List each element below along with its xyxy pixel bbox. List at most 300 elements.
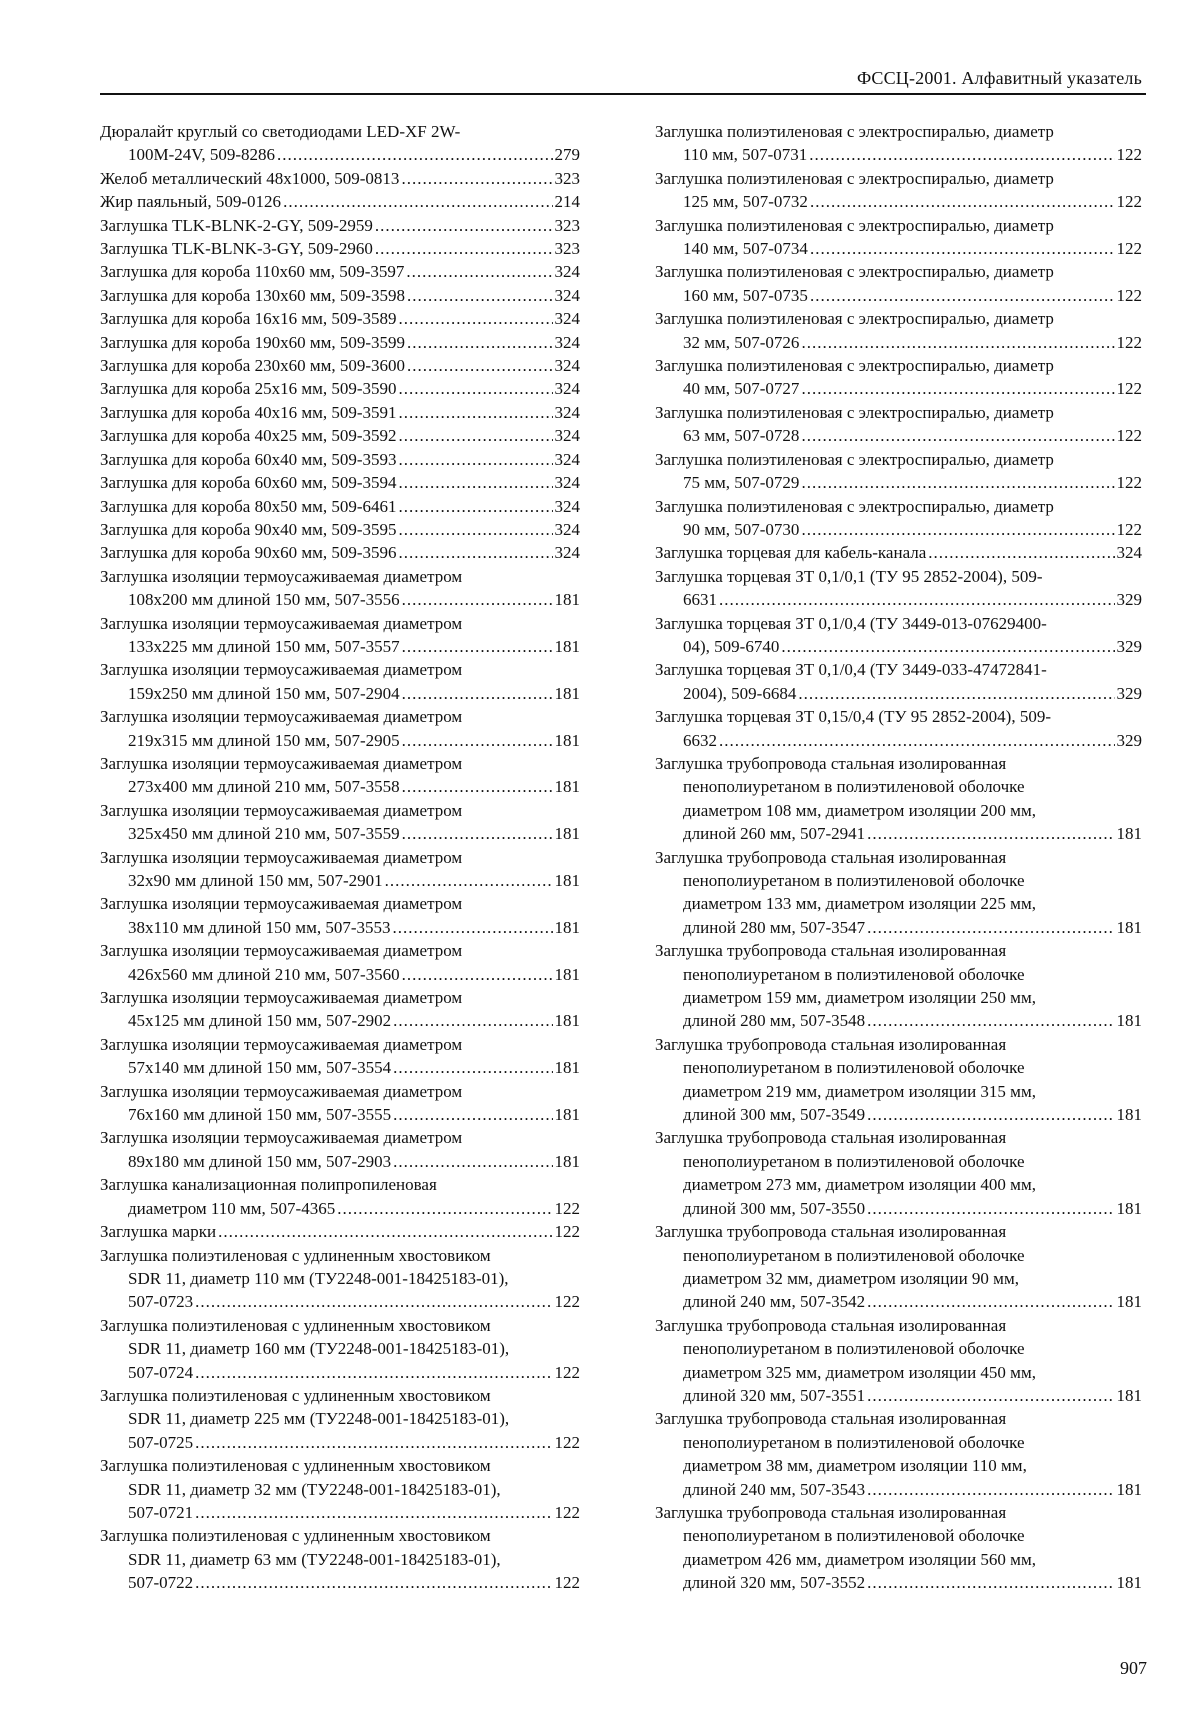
- entry-last-line: [100, 471, 580, 494]
- entry-text: пенополиуретаном в полиэтиленовой оболочке: [683, 964, 1025, 984]
- index-entry: [655, 214, 1142, 261]
- entry-text: Заглушка полиэтиленовая с удлиненным хвостовиком: [100, 1456, 491, 1476]
- entry-text: Заглушка торцевая ЗТ 0,15/0,4 (ТУ 95 2852-2004), 509-: [655, 707, 1051, 727]
- index-entry: [100, 612, 580, 659]
- entry-last-line: [655, 424, 1142, 447]
- entry-text: Заглушка TLK-BLNK-3-GY, 509-2960: [100, 239, 373, 259]
- entry-text: Заглушка для короба 80x50 мм, 509-6461: [100, 496, 397, 516]
- entry-text: Заглушка трубопровода стальная изолированная: [655, 941, 1007, 961]
- entry-text: 125 мм, 507-0732: [683, 192, 808, 212]
- index-entry: [100, 284, 580, 307]
- entry-page-ref: 122: [554, 1362, 580, 1382]
- dot-leader: [375, 214, 553, 237]
- index-entry: [655, 1126, 1142, 1220]
- entry-text: 75 мм, 507-0729: [683, 473, 800, 493]
- entry-last-line: [100, 1197, 580, 1220]
- entry-text: диаметром 159 мм, диаметром изоляции 250 мм,: [683, 988, 1036, 1008]
- entry-page-ref: 324: [554, 309, 580, 329]
- dot-leader: [393, 1056, 552, 1079]
- index-entry: [655, 939, 1142, 1033]
- entry-text: Заглушка изоляции термоусаживаемая диаметром: [100, 566, 463, 586]
- entry-text: пенополиуретаном в полиэтиленовой оболочке: [683, 871, 1025, 890]
- entry-text: SDR 11, диаметр 225 мм (ТУ2248-001-18425183-01),: [128, 1409, 510, 1429]
- entry-last-line: [655, 1384, 1142, 1407]
- entry-text: 76x160 мм длиной 150 мм, 507-3555: [128, 1105, 392, 1125]
- index-entry: [655, 401, 1142, 448]
- index-entry: [655, 167, 1142, 214]
- index-entry: [655, 846, 1142, 940]
- index-entry: [100, 214, 580, 237]
- dot-leader: [867, 1478, 1114, 1501]
- dot-leader: [867, 1009, 1114, 1032]
- dot-leader: [402, 635, 553, 658]
- entry-text: Заглушка торцевая для кабель-канала: [655, 543, 927, 563]
- index-entry: [100, 892, 580, 939]
- entry-page-ref: 181: [554, 730, 580, 750]
- entry-text: Заглушка трубопровода стальная изолированная: [655, 1128, 1007, 1148]
- index-entry: [100, 752, 580, 799]
- dot-leader: [393, 1009, 552, 1032]
- entry-text: Заглушка трубопровода стальная изолированная: [655, 1034, 1007, 1054]
- dot-leader: [195, 1361, 552, 1384]
- index-column-left: [100, 120, 580, 1595]
- entry-page-ref: 324: [554, 262, 580, 282]
- entry-text: Желоб металлический 48x1000, 509-0813: [100, 168, 400, 188]
- entry-text: 160 мм, 507-0735: [683, 285, 808, 305]
- dot-leader: [402, 963, 553, 986]
- entry-page-ref: 122: [1116, 192, 1142, 212]
- entry-page-ref: 122: [554, 1292, 580, 1312]
- entry-text: Дюралайт круглый со светодиодами LED-XF 2W-: [100, 122, 461, 141]
- entry-page-ref: 324: [554, 473, 580, 493]
- entry-last-line: [100, 729, 580, 752]
- entry-last-line: [100, 822, 580, 845]
- entry-text: пенополиуретаном в полиэтиленовой оболочке: [683, 1526, 1025, 1546]
- entry-text: SDR 11, диаметр 160 мм (ТУ2248-001-18425183-01),: [128, 1339, 510, 1359]
- dot-leader: [399, 424, 553, 447]
- entry-text: Заглушка для короба 190x60 мм, 509-3599: [100, 332, 406, 352]
- dot-leader: [928, 541, 1114, 564]
- entry-last-line: [100, 1431, 580, 1454]
- dot-leader: [719, 588, 1115, 611]
- entry-text: 38x110 мм длиной 150 мм, 507-3553: [128, 917, 391, 937]
- entry-text: 57x140 мм длиной 150 мм, 507-3554: [128, 1058, 392, 1078]
- entry-page-ref: 324: [554, 356, 580, 376]
- entry-text: длиной 320 мм, 507-3552: [683, 1573, 866, 1593]
- entry-text: пенополиуретаном в полиэтиленовой оболочке: [683, 1339, 1025, 1359]
- entry-page-ref: 181: [554, 1058, 580, 1078]
- index-entry: [655, 1407, 1142, 1501]
- entry-text: диаметром 32 мм, диаметром изоляции 90 мм,: [683, 1268, 1019, 1288]
- header-title: ФССЦ-2001. Алфавитный указатель: [856, 68, 1142, 88]
- entry-last-line: [100, 1361, 580, 1384]
- index-entry: [655, 541, 1142, 564]
- dot-leader: [781, 635, 1114, 658]
- dot-leader: [195, 1571, 552, 1594]
- dot-leader: [407, 331, 552, 354]
- dot-leader: [399, 541, 553, 564]
- entry-last-line: [655, 190, 1142, 213]
- entry-last-line: [100, 916, 580, 939]
- entry-page-ref: 181: [554, 964, 580, 984]
- entry-page-ref: 181: [554, 1151, 580, 1171]
- entry-text: Заглушка изоляции термоусаживаемая диаметром: [100, 1034, 463, 1054]
- dot-leader: [399, 307, 553, 330]
- dot-leader: [810, 284, 1115, 307]
- entry-text: Заглушка для короба 60x40 мм, 509-3593: [100, 449, 397, 469]
- index-entry: [100, 354, 580, 377]
- entry-page-ref: 324: [554, 402, 580, 422]
- entry-text: Заглушка полиэтиленовая с электроспиралью, диаметр: [655, 356, 1054, 376]
- entry-last-line: [100, 1009, 580, 1032]
- entry-page-ref: 324: [1116, 543, 1142, 563]
- dot-leader: [801, 331, 1114, 354]
- entry-page-ref: 324: [554, 496, 580, 516]
- entry-page-ref: 329: [1116, 590, 1142, 610]
- entry-last-line: [100, 588, 580, 611]
- entry-text: 507-0723: [128, 1292, 194, 1312]
- index-entry: [100, 1524, 580, 1594]
- dot-leader: [393, 1150, 552, 1173]
- entry-text: SDR 11, диаметр 32 мм (ТУ2248-001-18425183-01),: [128, 1479, 501, 1499]
- entry-page-ref: 324: [554, 519, 580, 539]
- entry-page-ref: 181: [554, 590, 580, 610]
- index-entry: [655, 658, 1142, 705]
- entry-page-ref: 329: [1116, 730, 1142, 750]
- entry-last-line: [100, 518, 580, 541]
- entry-text: Заглушка для короба 40x25 мм, 509-3592: [100, 426, 397, 446]
- entry-page-ref: 181: [1116, 917, 1142, 937]
- entry-last-line: [655, 588, 1142, 611]
- entry-text: Заглушка для короба 16x16 мм, 509-3589: [100, 309, 397, 329]
- entry-last-line: [655, 284, 1142, 307]
- index-entry: [100, 986, 580, 1033]
- dot-leader: [867, 1103, 1114, 1126]
- entry-page-ref: 122: [1116, 285, 1142, 305]
- index-entry: [100, 471, 580, 494]
- entry-text: 6631: [683, 590, 717, 610]
- entry-page-ref: 122: [554, 1432, 580, 1452]
- dot-leader: [393, 1103, 552, 1126]
- dot-leader: [399, 377, 553, 400]
- entry-text: 45x125 мм длиной 150 мм, 507-2902: [128, 1011, 392, 1031]
- entry-text: диаметром 110 мм, 507-4365: [128, 1198, 336, 1218]
- index-entry: [100, 705, 580, 752]
- dot-leader: [719, 729, 1115, 752]
- dot-leader: [809, 143, 1114, 166]
- dot-leader: [399, 471, 553, 494]
- entry-page-ref: 181: [1116, 1105, 1142, 1125]
- index-entry: [100, 799, 580, 846]
- entry-page-ref: 181: [1116, 1292, 1142, 1312]
- dot-leader: [867, 1290, 1114, 1313]
- index-entry: [655, 448, 1142, 495]
- entry-text: 273x400 мм длиной 210 мм, 507-3558: [128, 777, 400, 797]
- entry-text: Заглушка для короба 60x60 мм, 509-3594: [100, 473, 397, 493]
- entry-text: SDR 11, диаметр 63 мм (ТУ2248-001-18425183-01),: [128, 1549, 501, 1569]
- entry-page-ref: 122: [554, 1222, 580, 1242]
- dot-leader: [867, 916, 1114, 939]
- entry-text: диаметром 38 мм, диаметром изоляции 110 мм,: [683, 1456, 1027, 1476]
- entry-page-ref: 181: [554, 636, 580, 656]
- entry-text: длиной 300 мм, 507-3550: [683, 1198, 866, 1218]
- dot-leader: [195, 1431, 552, 1454]
- dot-leader: [402, 729, 553, 752]
- entry-text: 507-0722: [128, 1573, 194, 1593]
- entry-page-ref: 214: [554, 192, 580, 212]
- entry-text: Заглушка для короба 110x60 мм, 509-3597: [100, 262, 405, 282]
- entry-page-ref: 323: [554, 168, 580, 188]
- index-entry: [100, 1314, 580, 1384]
- index-entry: [100, 1384, 580, 1454]
- entry-page-ref: 329: [1116, 636, 1142, 656]
- dot-leader: [401, 167, 552, 190]
- index-entry: [100, 260, 580, 283]
- entry-text: Заглушка марки: [100, 1222, 217, 1242]
- entry-page-ref: 122: [554, 1573, 580, 1593]
- entry-last-line: [655, 143, 1142, 166]
- entry-last-line: [100, 1056, 580, 1079]
- entry-last-line: [100, 167, 580, 190]
- dot-leader: [801, 424, 1114, 447]
- entry-page-ref: 122: [1116, 239, 1142, 259]
- entry-text: Заглушка трубопровода стальная изолированная: [655, 1315, 1007, 1335]
- entry-text: Заглушка для короба 90x60 мм, 509-3596: [100, 543, 397, 563]
- entry-text: Заглушка для короба 40x16 мм, 509-3591: [100, 402, 397, 422]
- entry-page-ref: 122: [554, 1198, 580, 1218]
- entry-text: Заглушка полиэтиленовая с электроспиралью, диаметр: [655, 168, 1054, 188]
- index-entry: [100, 1080, 580, 1127]
- entry-last-line: [100, 401, 580, 424]
- dot-leader: [407, 284, 552, 307]
- dot-leader: [283, 190, 552, 213]
- entry-last-line: [655, 237, 1142, 260]
- entry-text: 40 мм, 507-0727: [683, 379, 800, 399]
- dot-leader: [402, 775, 553, 798]
- entry-text: 6632: [683, 730, 717, 750]
- entry-text: Заглушка трубопровода стальная изолированная: [655, 1409, 1007, 1429]
- entry-last-line: [655, 1103, 1142, 1126]
- entry-text: 507-0724: [128, 1362, 194, 1382]
- index-entry: [655, 260, 1142, 307]
- entry-text: длиной 240 мм, 507-3543: [683, 1479, 866, 1499]
- entry-last-line: [100, 869, 580, 892]
- entry-text: 159x250 мм длиной 150 мм, 507-2904: [128, 683, 400, 703]
- dot-leader: [399, 401, 553, 424]
- dot-leader: [393, 916, 553, 939]
- index-entry: [655, 705, 1142, 752]
- entry-last-line: [100, 214, 580, 237]
- entry-last-line: [100, 424, 580, 447]
- entry-text: Заглушка полиэтиленовая с электроспиралью, диаметр: [655, 496, 1054, 516]
- index-entry: [100, 541, 580, 564]
- entry-page-ref: 324: [554, 379, 580, 399]
- entry-text: Заглушка для короба 90x40 мм, 509-3595: [100, 519, 397, 539]
- entry-last-line: [655, 822, 1142, 845]
- index-entry: [100, 495, 580, 518]
- dot-leader: [218, 1220, 552, 1243]
- index-entry: [655, 495, 1142, 542]
- entry-text: Заглушка трубопровода стальная изолированная: [655, 847, 1007, 867]
- index-entry: [100, 1126, 580, 1173]
- entry-page-ref: 329: [1116, 683, 1142, 703]
- entry-text: Заглушка для короба 130x60 мм, 509-3598: [100, 285, 406, 305]
- entry-text: Заглушка изоляции термоусаживаемая диаметром: [100, 660, 463, 680]
- entry-page-ref: 122: [1116, 379, 1142, 399]
- header-rule: [100, 93, 1146, 95]
- dot-leader: [406, 260, 552, 283]
- entry-page-ref: 181: [554, 1105, 580, 1125]
- entry-last-line: [100, 237, 580, 260]
- entry-last-line: [100, 331, 580, 354]
- entry-text: Заглушка полиэтиленовая с электроспиралью, диаметр: [655, 262, 1054, 282]
- index-entry: [100, 939, 580, 986]
- entry-page-ref: 323: [554, 239, 580, 259]
- dot-leader: [810, 190, 1115, 213]
- dot-leader: [402, 822, 553, 845]
- index-entry: [100, 1220, 580, 1243]
- entry-last-line: [100, 963, 580, 986]
- entry-text: длиной 280 мм, 507-3548: [683, 1011, 866, 1031]
- entry-page-ref: 181: [554, 1011, 580, 1031]
- dot-leader: [385, 869, 553, 892]
- entry-text: пенополиуретаном в полиэтиленовой оболочке: [683, 1058, 1025, 1078]
- index-entry: [655, 1220, 1142, 1314]
- entry-last-line: [655, 1478, 1142, 1501]
- dot-leader: [801, 377, 1114, 400]
- entry-page-ref: 181: [554, 683, 580, 703]
- entry-text: диаметром 325 мм, диаметром изоляции 450 мм,: [683, 1362, 1036, 1382]
- index-entry: [100, 190, 580, 213]
- entry-page-ref: 324: [554, 543, 580, 563]
- index-entry: [100, 237, 580, 260]
- entry-last-line: [100, 284, 580, 307]
- entry-text: 426x560 мм длиной 210 мм, 507-3560: [128, 964, 400, 984]
- entry-last-line: [655, 635, 1142, 658]
- entry-text: SDR 11, диаметр 110 мм (ТУ2248-001-18425183-01),: [128, 1268, 509, 1288]
- index-entry: [100, 658, 580, 705]
- dot-leader: [810, 237, 1115, 260]
- entry-page-ref: 122: [1116, 426, 1142, 446]
- dot-leader: [337, 1197, 552, 1220]
- entry-page-ref: 122: [554, 1502, 580, 1522]
- entry-page-ref: 122: [1116, 332, 1142, 352]
- entry-last-line: [655, 518, 1142, 541]
- dot-leader: [399, 448, 553, 471]
- entry-text: Заглушка полиэтиленовая с удлиненным хвостовиком: [100, 1385, 491, 1405]
- entry-text: Заглушка изоляции термоусаживаемая диаметром: [100, 847, 463, 867]
- entry-page-ref: 324: [554, 449, 580, 469]
- index-entry: [655, 1314, 1142, 1408]
- entry-text: Заглушка изоляции термоусаживаемая диаметром: [100, 1081, 463, 1101]
- entry-text: Заглушка изоляции термоусаживаемая диаметром: [100, 613, 463, 633]
- page-number: 907: [1120, 1658, 1147, 1678]
- entry-page-ref: 324: [554, 332, 580, 352]
- dot-leader: [798, 682, 1114, 705]
- entry-text: 89x180 мм длиной 150 мм, 507-2903: [128, 1151, 392, 1171]
- index-entry: [655, 752, 1142, 846]
- entry-page-ref: 122: [1116, 145, 1142, 165]
- entry-last-line: [100, 307, 580, 330]
- entry-last-line: [100, 541, 580, 564]
- entry-text: диаметром 273 мм, диаметром изоляции 400 мм,: [683, 1175, 1036, 1195]
- entry-text: 90 мм, 507-0730: [683, 519, 800, 539]
- entry-text: длиной 240 мм, 507-3542: [683, 1292, 866, 1312]
- index-entry: [100, 377, 580, 400]
- entry-page-ref: 181: [1116, 1573, 1142, 1593]
- dot-leader: [867, 1384, 1114, 1407]
- entry-last-line: [100, 1220, 580, 1243]
- entry-text: Заглушка торцевая ЗТ 0,1/0,4 (ТУ 3449-013-07629400-: [655, 613, 1047, 633]
- entry-text: Заглушка изоляции термоусаживаемая диаметром: [100, 800, 463, 820]
- index-entry: [100, 1454, 580, 1524]
- dot-leader: [867, 822, 1114, 845]
- dot-leader: [801, 471, 1114, 494]
- entry-text: пенополиуретаном в полиэтиленовой оболочке: [683, 1151, 1025, 1171]
- entry-text: Заглушка полиэтиленовая с электроспиралью, диаметр: [655, 215, 1054, 235]
- entry-text: Заглушка торцевая ЗТ 0,1/0,4 (ТУ 3449-033-47472841-: [655, 660, 1047, 680]
- entry-last-line: [100, 1150, 580, 1173]
- entry-last-line: [655, 916, 1142, 939]
- entry-text: диаметром 426 мм, диаметром изоляции 560 мм,: [683, 1549, 1036, 1569]
- entry-last-line: [100, 635, 580, 658]
- entry-text: Заглушка трубопровода стальная изолированная: [655, 1222, 1007, 1242]
- index-entry: [100, 401, 580, 424]
- entry-text: Заглушка изоляции термоусаживаемая диаметром: [100, 753, 463, 773]
- dot-leader: [399, 495, 553, 518]
- entry-last-line: [100, 260, 580, 283]
- entry-text: пенополиуретаном в полиэтиленовой оболочке: [683, 777, 1025, 797]
- entry-page-ref: 279: [554, 145, 580, 165]
- entry-text: Заглушка трубопровода стальная изолированная: [655, 1502, 1007, 1522]
- entry-text: 507-0725: [128, 1432, 194, 1452]
- entry-last-line: [655, 1197, 1142, 1220]
- entry-page-ref: 324: [554, 426, 580, 446]
- entry-text: 2004), 509-6684: [683, 683, 797, 703]
- entry-text: пенополиуретаном в полиэтиленовой оболочке: [683, 1432, 1025, 1452]
- entry-last-line: [655, 471, 1142, 494]
- entry-text: Заглушка канализационная полипропиленовая: [100, 1175, 437, 1195]
- entry-text: Заглушка трубопровода стальная изолированная: [655, 753, 1007, 773]
- index-entry: [100, 307, 580, 330]
- dot-leader: [195, 1501, 552, 1524]
- entry-text: длиной 320 мм, 507-3551: [683, 1385, 866, 1405]
- entry-text: 108x200 мм длиной 150 мм, 507-3556: [128, 590, 400, 610]
- entry-last-line: [100, 1571, 580, 1594]
- entry-text: 219x315 мм длиной 150 мм, 507-2905: [128, 730, 400, 750]
- dot-leader: [375, 237, 553, 260]
- entry-last-line: [100, 448, 580, 471]
- entry-page-ref: 181: [1116, 1479, 1142, 1499]
- entry-page-ref: 181: [554, 917, 580, 937]
- dot-leader: [407, 354, 552, 377]
- index-entry: [100, 518, 580, 541]
- entry-last-line: [100, 143, 580, 166]
- entry-last-line: [655, 682, 1142, 705]
- dot-leader: [195, 1290, 552, 1313]
- entry-text: диаметром 219 мм, диаметром изоляции 315 мм,: [683, 1081, 1036, 1101]
- entry-text: Жир паяльный, 509-0126: [100, 192, 282, 212]
- entry-text: Заглушка изоляции термоусаживаемая диаметром: [100, 707, 463, 727]
- entry-text: диаметром 133 мм, диаметром изоляции 225 мм,: [683, 894, 1036, 914]
- entry-text: пенополиуретаном в полиэтиленовой оболочке: [683, 1245, 1025, 1265]
- entry-text: Заглушка полиэтиленовая с электроспиралью, диаметр: [655, 449, 1054, 469]
- index-entry: [655, 307, 1142, 354]
- entry-text: 507-0721: [128, 1502, 194, 1522]
- index-entry: [655, 612, 1142, 659]
- entry-last-line: [100, 1501, 580, 1524]
- dot-leader: [399, 518, 553, 541]
